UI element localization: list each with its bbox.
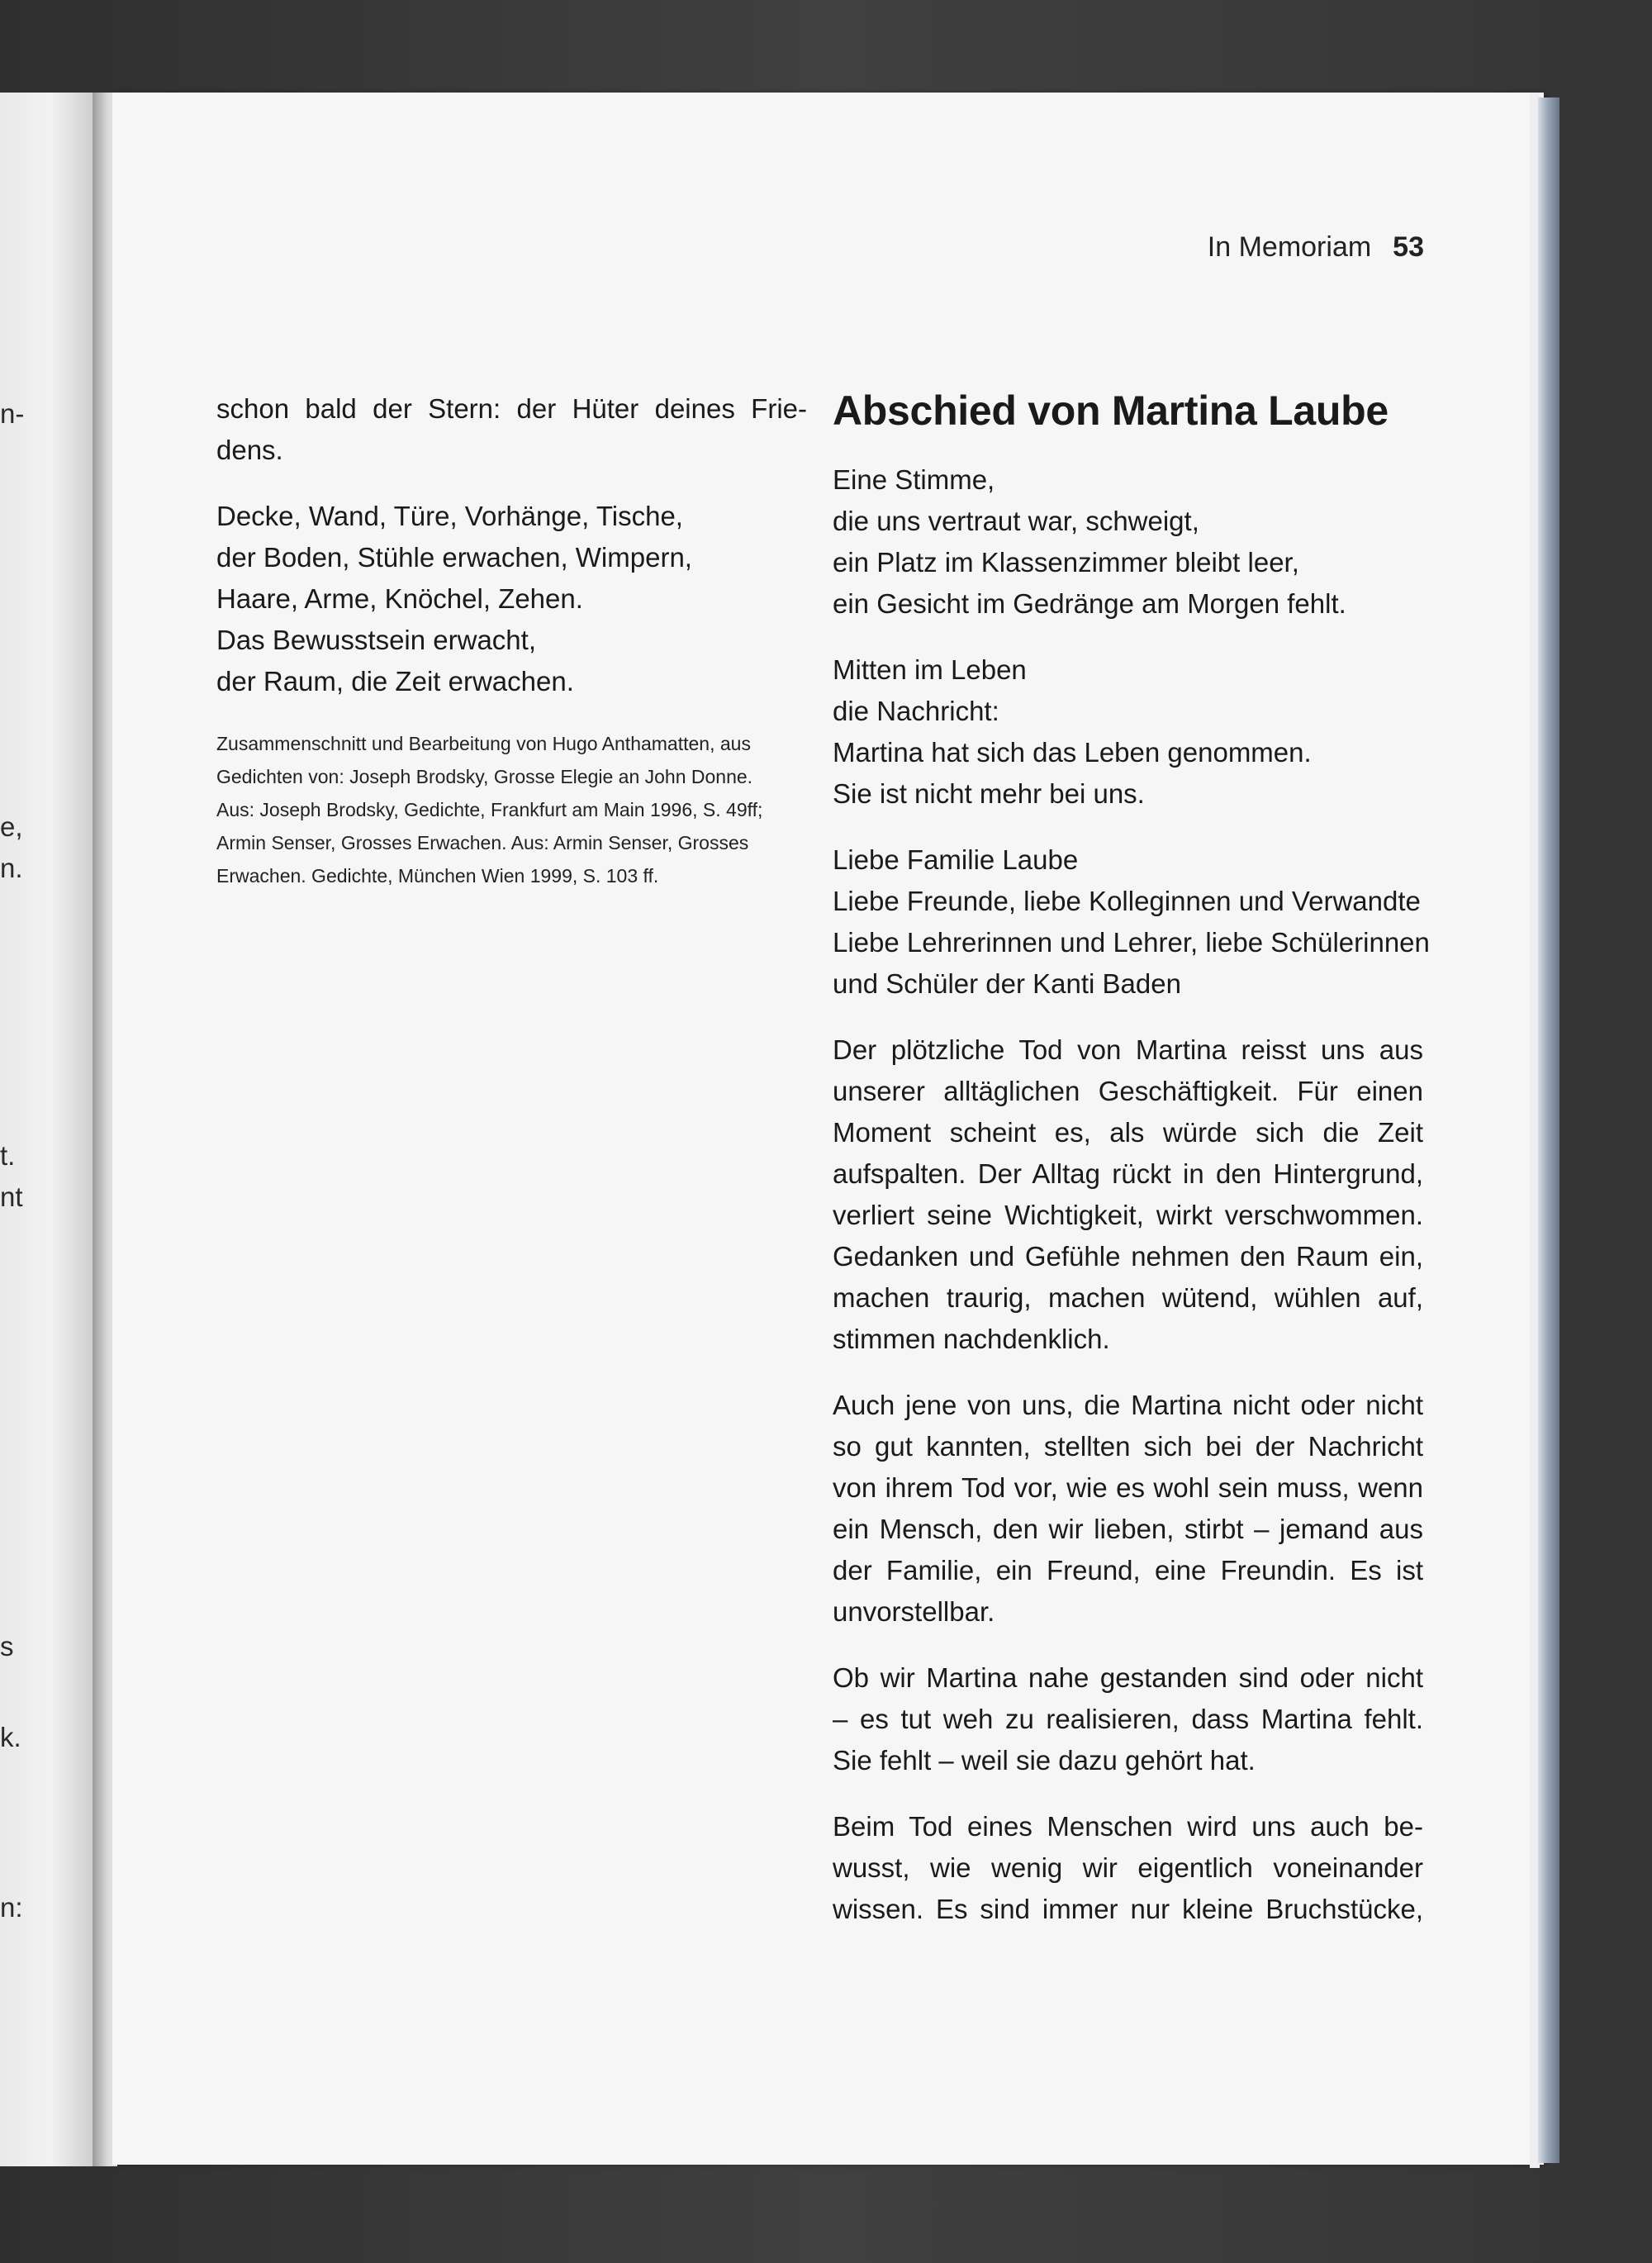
left-page-fragment: nt	[0, 1181, 23, 1212]
poem-stanza	[216, 496, 807, 702]
article-paragraph	[833, 1385, 1423, 1633]
text-line: wissen. Es sind immer nur kleine Bruchstücke,	[833, 1894, 1423, 1924]
text-line: so gut kannten, stellten sich bei der Nachricht	[833, 1431, 1423, 1462]
page-number: 53	[1393, 231, 1424, 263]
source-note	[216, 727, 807, 892]
left-column	[216, 388, 807, 892]
text-line: Ob wir Martina nahe gestanden sind oder nicht	[833, 1662, 1423, 1693]
text-line: Sie fehlt – weil sie dazu gehört hat.	[833, 1745, 1256, 1776]
poem-line: dens.	[216, 435, 283, 465]
text-line: – es tut weh zu realisieren, dass Martina fehlt.	[833, 1704, 1423, 1734]
article-title: Abschied von Martina Laube	[833, 387, 1389, 434]
text-line: Liebe Lehrerinnen und Lehrer, liebe Schülerinnen	[833, 927, 1430, 958]
text-line: Mitten im Leben	[833, 654, 1027, 685]
article-paragraph	[833, 1657, 1423, 1781]
poem-line: Das Bewusstsein erwacht,	[216, 625, 536, 655]
text-line: unserer alltäglichen Geschäftigkeit. Für einen	[833, 1076, 1423, 1106]
poem-end	[216, 388, 807, 471]
text-line: der Familie, ein Freund, eine Freundin. Es ist	[833, 1555, 1423, 1586]
text-line: Moment scheint es, als würde sich die Zeit	[833, 1117, 1423, 1148]
article-paragraph	[833, 1029, 1423, 1360]
note-line: Aus: Joseph Brodsky, Gedichte, Frankfurt am Main 1996, S. 49ff;	[216, 799, 763, 820]
text-line: Liebe Familie Laube	[833, 844, 1079, 875]
note-line: Zusammenschnitt und Bearbeitung von Hugo Anthamatten, aus	[216, 733, 751, 754]
text-line: Der plötzliche Tod von Martina reisst uns aus	[833, 1034, 1423, 1065]
left-page-fragment: t.	[0, 1140, 16, 1171]
text-line: und Schüler der Kanti Baden	[833, 968, 1181, 999]
poem-line: der Raum, die Zeit erwachen.	[216, 666, 574, 696]
text-line: ein Platz im Klassenzimmer bleibt leer,	[833, 547, 1299, 578]
note-line: Erwachen. Gedichte, München Wien 1999, S. 103 ff.	[216, 865, 659, 887]
text-line: Liebe Freunde, liebe Kolleginnen und Verwandte	[833, 886, 1421, 916]
text-line: die uns vertraut war, schweigt,	[833, 506, 1199, 536]
text-line: stimmen nachdenklich.	[833, 1324, 1110, 1354]
article-column	[833, 380, 1430, 1955]
section-title: In Memoriam	[1207, 231, 1372, 263]
article-paragraph	[833, 1806, 1423, 1930]
note-line: Gedichten von: Joseph Brodsky, Grosse Elegie an John Donne.	[216, 766, 753, 787]
article-paragraph	[833, 649, 1423, 815]
left-page-fragment: s	[0, 1631, 14, 1662]
text-line: wusst, wie wenig wir eigentlich voneinander	[833, 1852, 1423, 1883]
text-line: verliert seine Wichtigkeit, wirkt verschwommen.	[833, 1200, 1423, 1230]
left-page-edge	[0, 93, 93, 2166]
running-head	[1074, 231, 1424, 264]
left-page-fragment: n.	[0, 853, 23, 883]
left-page-fragment: n:	[0, 1892, 23, 1923]
text-line: die Nachricht:	[833, 696, 999, 726]
text-line: Eine Stimme,	[833, 464, 995, 495]
poem-line: Decke, Wand, Türe, Vorhänge, Tische,	[216, 501, 683, 531]
text-line: ein Gesicht im Gedränge am Morgen fehlt.	[833, 588, 1346, 619]
text-line: Sie ist nicht mehr bei uns.	[833, 778, 1145, 809]
left-page-fragment: e,	[0, 811, 23, 842]
text-line: unvorstellbar.	[833, 1596, 995, 1627]
article-paragraph	[833, 839, 1430, 1005]
text-line: machen traurig, machen wütend, wühlen auf,	[833, 1282, 1423, 1313]
text-line: ein Mensch, den wir lieben, stirbt – jemand aus	[833, 1514, 1423, 1544]
article-paragraph	[833, 459, 1423, 625]
poem-line: Haare, Arme, Knöchel, Zehen.	[216, 583, 583, 614]
poem-line: schon bald der Stern: der Hüter deines Frie-	[216, 393, 807, 424]
text-line: aufspalten. Der Alltag rückt in den Hintergrund,	[833, 1158, 1423, 1189]
page-stack-edge	[1538, 97, 1559, 2163]
note-line: Armin Senser, Grosses Erwachen. Aus: Armin Senser, Grosses	[216, 832, 749, 853]
text-line: Auch jene von uns, die Martina nicht oder nicht	[833, 1390, 1423, 1420]
text-line: Martina hat sich das Leben genommen.	[833, 737, 1312, 768]
left-page-fragment: k.	[0, 1722, 21, 1752]
text-line: Beim Tod eines Menschen wird uns auch be-	[833, 1811, 1423, 1842]
poem-line: der Boden, Stühle erwachen, Wimpern,	[216, 542, 692, 573]
left-page-fragment: n-	[0, 398, 25, 429]
text-line: von ihrem Tod vor, wie es wohl sein muss, wenn	[833, 1472, 1423, 1503]
text-line: Gedanken und Gefühle nehmen den Raum ein,	[833, 1241, 1423, 1272]
